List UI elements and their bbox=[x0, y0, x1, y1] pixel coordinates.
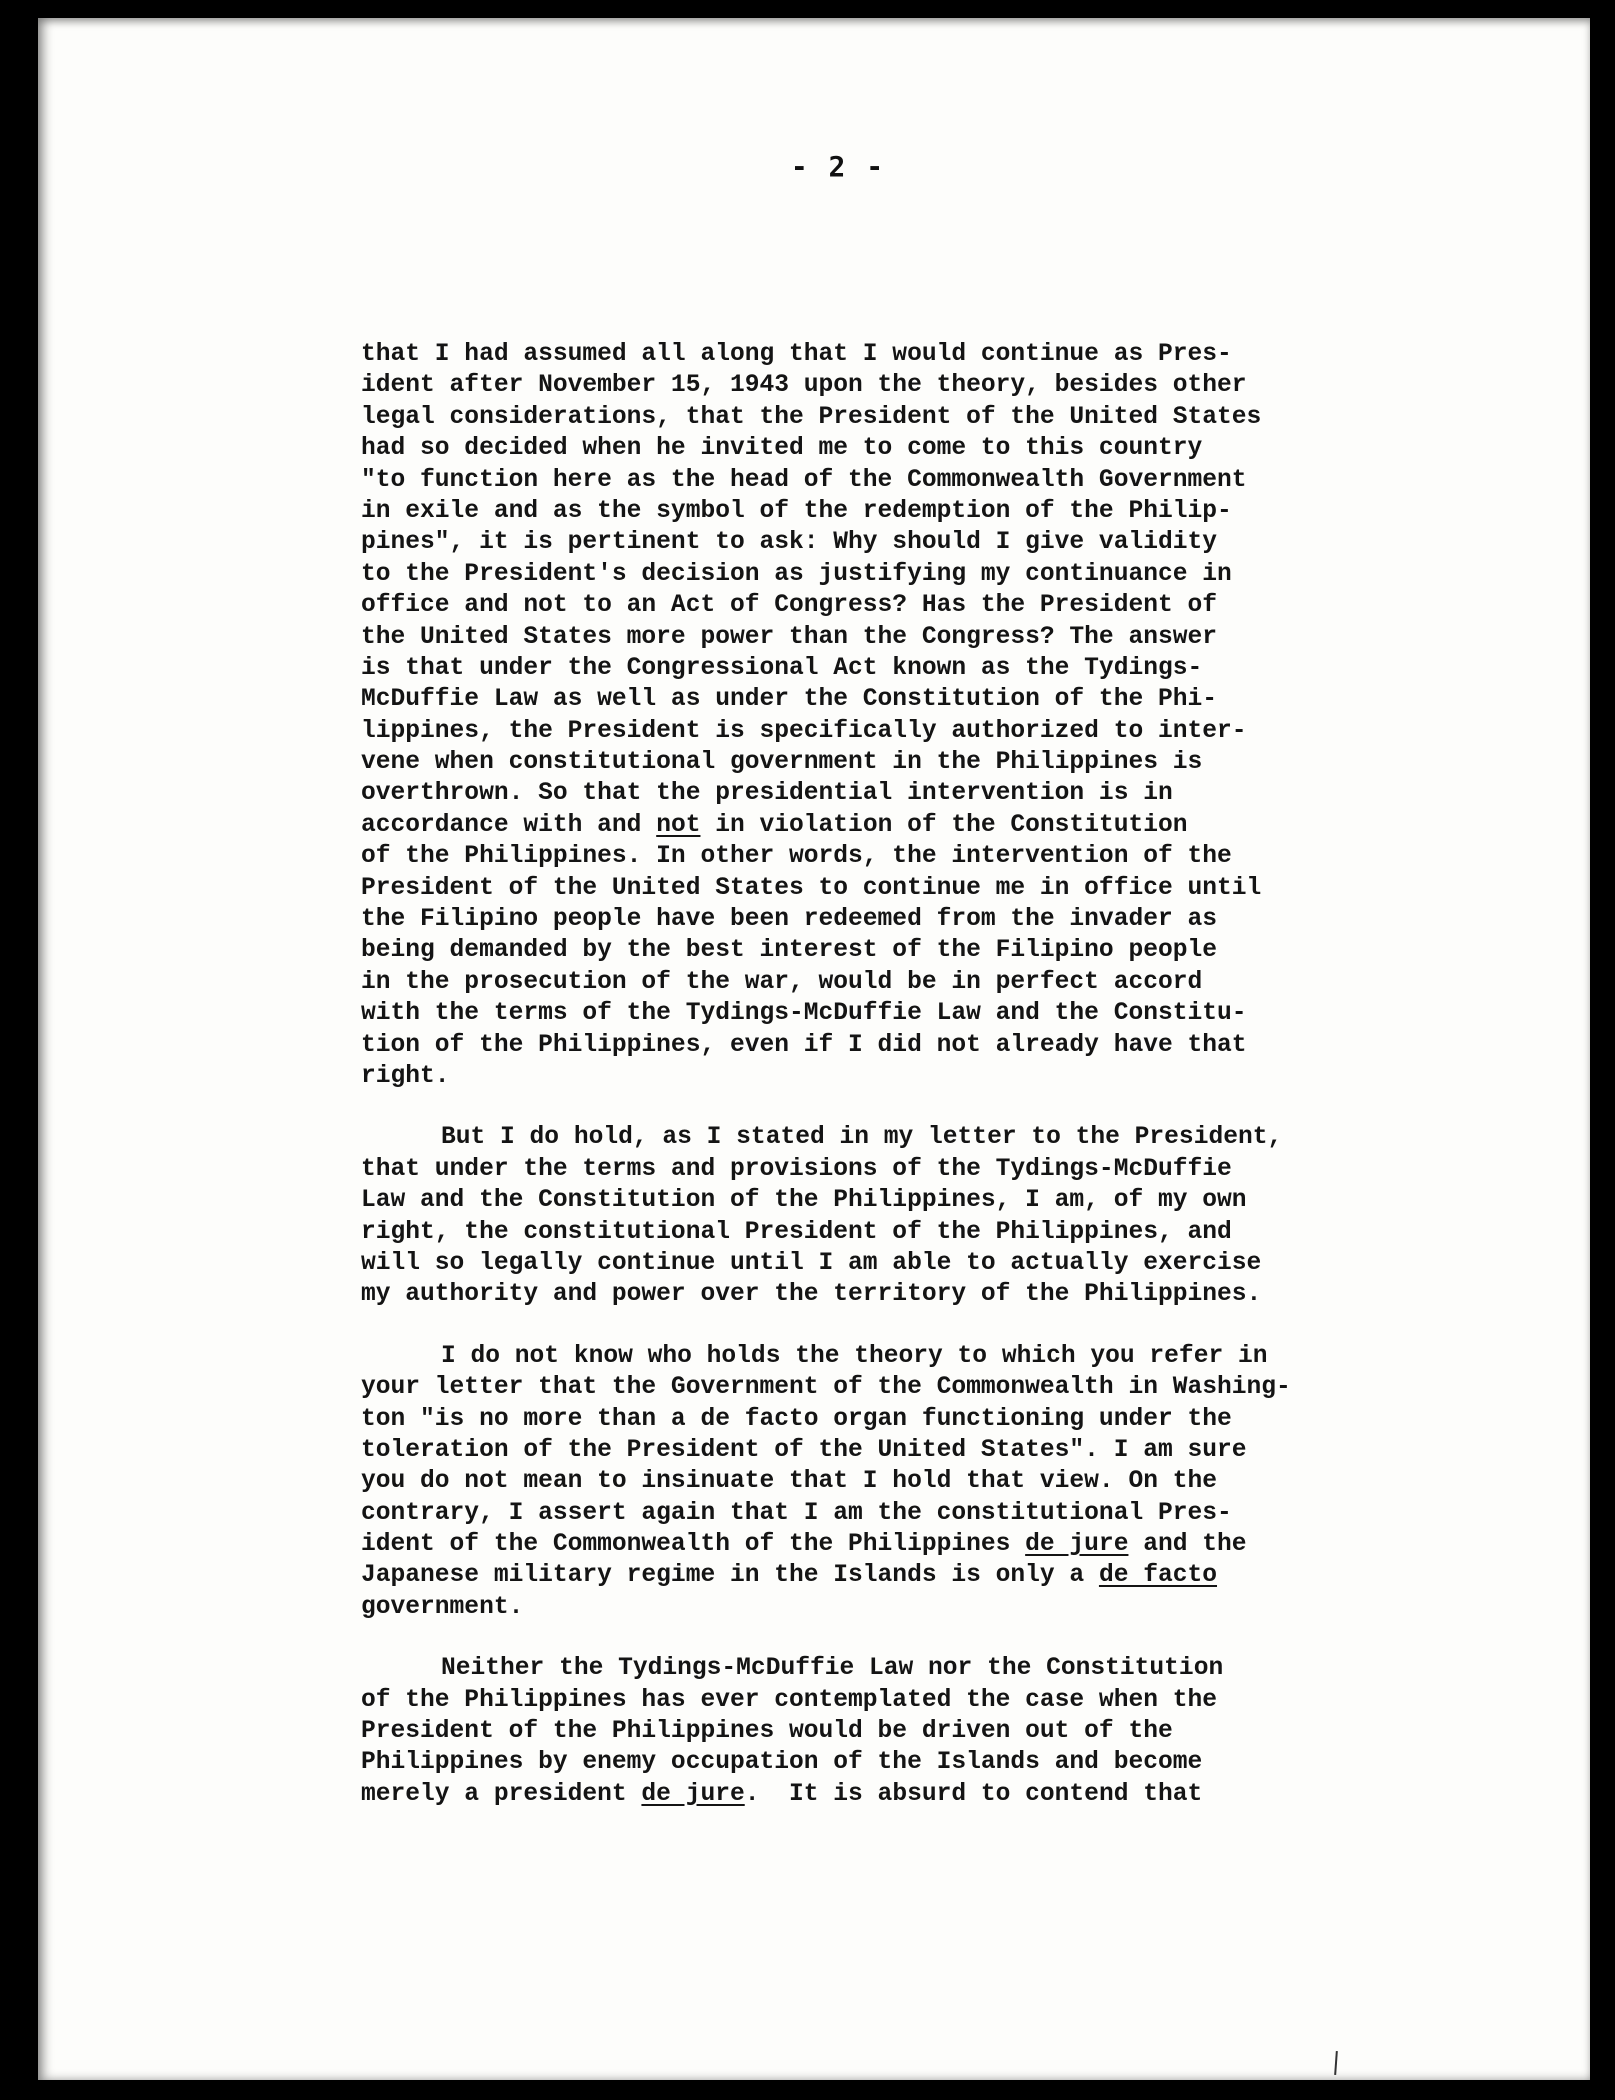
text-line bbox=[361, 1653, 1401, 1684]
text-line: that under the terms and provisions of the Tydings-McDuffie bbox=[361, 1155, 1232, 1183]
text-line: toleration of the President of the United States". I am sure bbox=[361, 1436, 1247, 1464]
paragraph-1 bbox=[361, 339, 1401, 1092]
text-line: pines", it is pertinent to ask: Why should I give validity bbox=[361, 529, 1218, 557]
text-line: President of the United States to continue me in office until bbox=[361, 874, 1262, 902]
text-line: contrary, I assert again that I am the constitutional Pres- bbox=[361, 1499, 1232, 1527]
text-line bbox=[361, 1122, 1401, 1153]
text-segment: Japanese military regime in the Islands is only a bbox=[361, 1562, 1099, 1590]
text-line: vene when constitutional government in the Philippines is bbox=[361, 749, 1203, 777]
text-line: that I had assumed all along that I would continue as Pres- bbox=[361, 341, 1232, 368]
text-line bbox=[361, 1529, 1401, 1560]
page-number: - 2 - bbox=[790, 150, 886, 183]
text-line: legal considerations, that the President of the United States bbox=[361, 403, 1262, 431]
text-line bbox=[361, 1341, 1401, 1372]
paragraph-gap bbox=[361, 1623, 1401, 1653]
text-line: to the President's decision as justifying my continuance in bbox=[361, 560, 1232, 588]
text-line: with the terms of the Tydings-McDuffie Law and the Constitu- bbox=[361, 1000, 1247, 1028]
text-line: Law and the Constitution of the Philippines, I am, of my own bbox=[361, 1187, 1247, 1215]
text-line: being demanded by the best interest of the Filipino people bbox=[361, 937, 1218, 965]
text-line bbox=[361, 810, 1401, 841]
paragraph-2 bbox=[361, 1122, 1401, 1310]
text-line: "to function here as the head of the Commonwealth Government bbox=[361, 466, 1247, 494]
text-line: ident after November 15, 1943 upon the theory, besides other bbox=[361, 372, 1247, 400]
underlined-phrase: de jure bbox=[1025, 1531, 1129, 1559]
underlined-phrase: de jure bbox=[641, 1780, 745, 1808]
text-line: my authority and power over the territory of the Philippines. bbox=[361, 1281, 1262, 1309]
paragraph-4 bbox=[361, 1653, 1401, 1810]
paragraph-gap bbox=[361, 1092, 1401, 1122]
underlined-phrase: de facto bbox=[1098, 1562, 1218, 1590]
text-segment: Neither the Tydings-McDuffie Law nor the Constitution bbox=[441, 1655, 1224, 1683]
text-line: overthrown. So that the presidential intervention is in bbox=[361, 780, 1173, 808]
text-segment: . It is absurd to contend that bbox=[744, 1780, 1203, 1808]
pencil-mark bbox=[1334, 2051, 1338, 2075]
text-line: of the Philippines has ever contemplated the case when the bbox=[361, 1686, 1218, 1714]
text-segment: accordance with and bbox=[361, 811, 657, 839]
paragraph-3 bbox=[361, 1341, 1401, 1624]
text-segment: and the bbox=[1128, 1531, 1247, 1559]
text-segment: ident of the Commonwealth of the Philippines bbox=[361, 1531, 1026, 1559]
text-line: you do not mean to insinuate that I hold that view. On the bbox=[361, 1468, 1218, 1496]
text-line: lippines, the President is specifically authorized to inter- bbox=[361, 717, 1247, 745]
text-line: is that under the Congressional Act known as the Tydings- bbox=[361, 654, 1203, 682]
document-page bbox=[38, 18, 1590, 2080]
text-segment: merely a president bbox=[361, 1780, 642, 1808]
text-line: in the prosecution of the war, would be in perfect accord bbox=[361, 968, 1203, 996]
text-line: the United States more power than the Congress? The answer bbox=[361, 623, 1218, 651]
text-line: ton "is no more than a de facto organ functioning under the bbox=[361, 1405, 1232, 1433]
text-segment: I do not know who holds the theory to which you refer in bbox=[441, 1342, 1268, 1370]
text-line: your letter that the Government of the Commonwealth in Washing- bbox=[361, 1374, 1291, 1402]
text-segment: in violation of the Constitution bbox=[700, 811, 1188, 839]
text-line: President of the Philippines would be driven out of the bbox=[361, 1718, 1173, 1746]
underlined-word: not bbox=[656, 811, 701, 839]
text-line: government. bbox=[361, 1593, 524, 1621]
text-segment: But I do hold, as I stated in my letter to the President, bbox=[441, 1124, 1283, 1152]
text-line: of the Philippines. In other words, the intervention of the bbox=[361, 843, 1232, 871]
text-line: in exile and as the symbol of the redemption of the Philip- bbox=[361, 497, 1232, 525]
text-line: Philippines by enemy occupation of the Islands and become bbox=[361, 1749, 1203, 1777]
letter-body bbox=[361, 339, 1401, 1810]
text-line bbox=[361, 1560, 1401, 1591]
text-line: right, the constitutional President of the Philippines, and bbox=[361, 1218, 1232, 1246]
text-line bbox=[361, 1779, 1401, 1810]
text-line: tion of the Philippines, even if I did not already have that bbox=[361, 1031, 1247, 1059]
text-line: the Filipino people have been redeemed from the invader as bbox=[361, 906, 1218, 934]
text-line: right. bbox=[361, 1062, 450, 1090]
text-line: had so decided when he invited me to come to this country bbox=[361, 435, 1203, 463]
text-line: office and not to an Act of Congress? Has the President of bbox=[361, 592, 1218, 620]
text-line: McDuffie Law as well as under the Constitution of the Phi- bbox=[361, 686, 1218, 714]
paragraph-gap bbox=[361, 1311, 1401, 1341]
text-line: will so legally continue until I am able to actually exercise bbox=[361, 1249, 1262, 1277]
